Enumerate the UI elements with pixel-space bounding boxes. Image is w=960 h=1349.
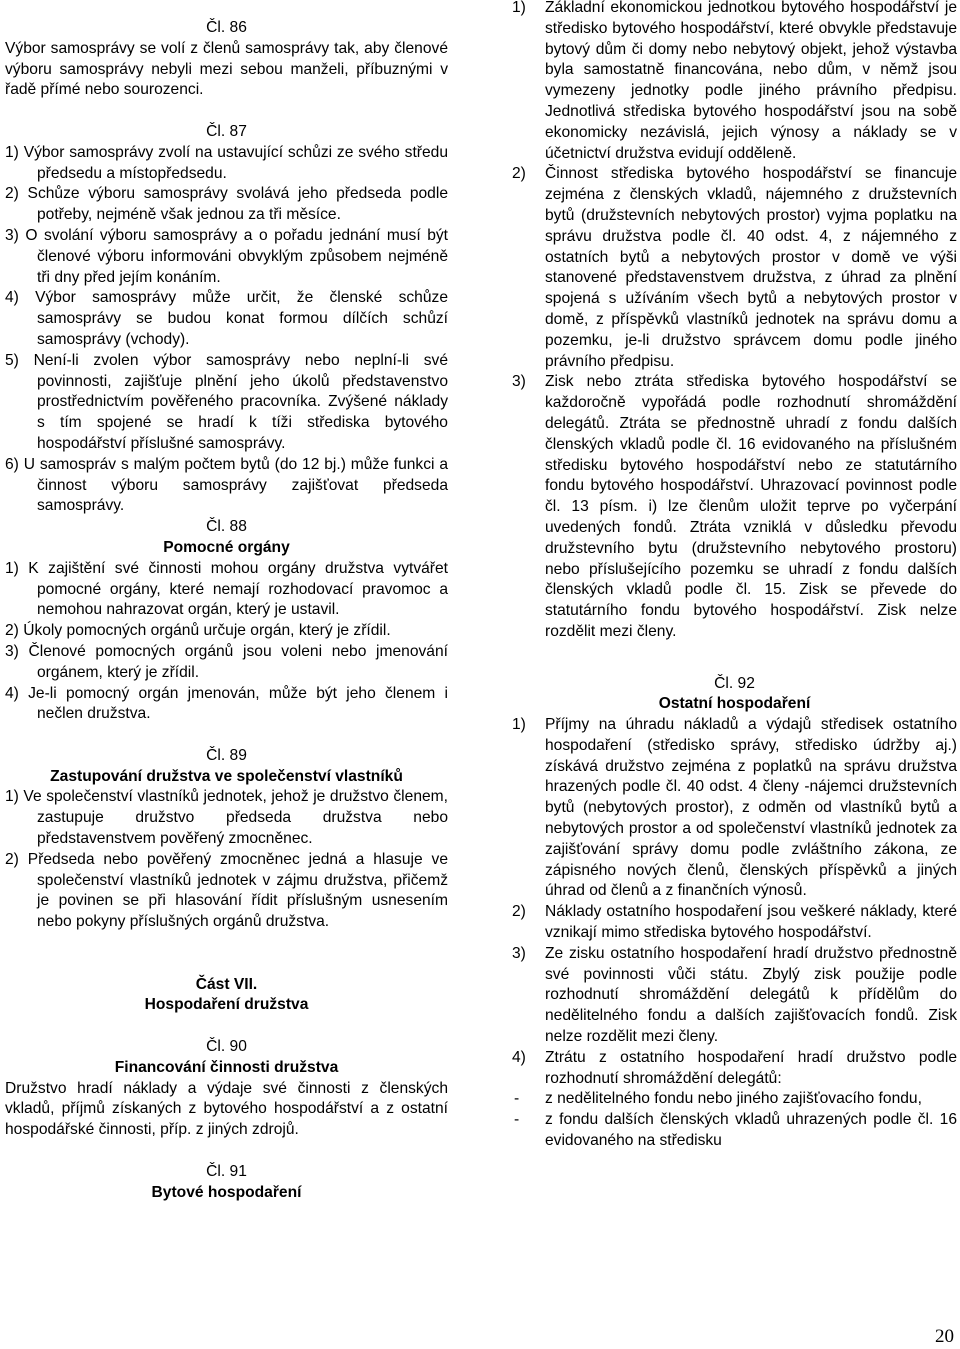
article-88-item-2: 2) Úkoly pomocných orgánů určuje orgán, který je zřídil. xyxy=(5,622,391,640)
article-92-dash-item-1 xyxy=(512,1089,957,1110)
part-7-heading: Část VII. xyxy=(195,975,258,993)
list-number: 4) xyxy=(512,1048,526,1066)
list-text: Ze zisku ostatního hospodaření hradí družstvo přednostně své povinnosti vůči státu. Zbylý zisk použije podle rozhodnutí shromáždění delegátů k přídělům do nedělitelného fondu a dalších zajišťovacích fondů. Zisk nelze rozdělit mezi členy. xyxy=(545,944,957,1046)
article-87-item-6: 6) U samospráv s malým počtem bytů (do 12 bj.) může funkci a činnost výboru samosprávy zajišťovat předseda samosprávy. xyxy=(5,455,448,515)
right-column xyxy=(512,0,957,1152)
list-text: Náklady ostatního hospodaření jsou veškeré náklady, které vznikají mimo střediska bytového hospodářství. xyxy=(545,903,957,942)
list-text: Ztrátu z ostatního hospodaření hradí družstvo podle rozhodnutí shromáždění delegátů: xyxy=(545,1048,957,1087)
article-87-item-3: 3) O svolání výboru samosprávy a o pořadu jednání musí být členové výboru informováni obvyklým způsobem nejméně tři dny před jejím konáním. xyxy=(5,226,448,286)
article-90-text: Družstvo hradí náklady a výdaje své činnosti z členských vkladů, příjmů získaných z bytového hospodářství a z ostatní hospodářské činnosti, příp. z jiných zdrojů. xyxy=(5,1079,448,1139)
article-90-title: Financování činnosti družstva xyxy=(114,1058,339,1076)
article-91-item-1 xyxy=(512,0,957,164)
list-text: z nedělitelného fondu nebo jiného zajišťovacího fondu, xyxy=(545,1090,922,1108)
article-87-item-2: 2) Schůze výboru samosprávy svolává jeho předseda podle potřeby, nejméně však jednou za tři měsíce. xyxy=(5,185,448,224)
article-88-title: Pomocné orgány xyxy=(163,538,290,556)
article-87-heading: Čl. 87 xyxy=(206,122,247,140)
list-text: Činnost střediska bytového hospodářství se financuje zejména z členských vkladů, nájemného z družstevních bytů (družstevních nebytových prostor) vyjma poplatku na správu družstva podle čl. 40 odst. 4, z nájemného z ostatních bytů a nebytových prostor v domě ve výši stanovené představenstvem družstva, z úhrad za plnění spojená s užíváním všech bytů a nebytových prostor v domě, z příspěvků vlastníků jednotek na správu domu a pozemku, je-li družstvo správcem domu podle jiného právního předpisu. xyxy=(545,165,957,370)
article-92-item-2 xyxy=(512,902,957,944)
article-89-heading: Čl. 89 xyxy=(206,746,247,764)
article-88-item-3: 3) Členové pomocných orgánů jsou voleni nebo jmenování orgánem, který je zřídil. xyxy=(5,642,448,681)
article-88-item-1: 1) K zajištění své činnosti mohou orgány družstva vytvářet pomocné orgány, které nemají rozhodovací pravomoc a nemohou nahrazovat orgán, který je ustavil. xyxy=(5,559,448,619)
article-92-item-1 xyxy=(512,715,957,902)
list-dash: - xyxy=(514,1090,520,1108)
list-text: Příjmy na úhradu nákladů a výdajů středisek ostatního hospodaření (středisko správy, středisko údržby aj.) získává družstvo zejména z poplatků na správu družstva hrazených podle čl. 40 odst. 4 členy -nájemci družstevních bytů (nebytových prostor), z odměn od vlastníků bytů a nebytových prostor a od společenství vlastníků jednotek za zajišťování správy domu podle zvláštního zákona, ze zápisného nových členů, členských příspěvků a jiných úhrad od členů a z finančních výnosů. xyxy=(545,716,957,900)
article-87-item-4: 4) Výbor samosprávy může určit, že členské schůze samosprávy se budou konat formou dílčích schůzí samosprávy (vchody). xyxy=(5,289,448,348)
list-number: 2) xyxy=(512,903,526,921)
list-number: 1) xyxy=(512,0,526,16)
article-89-item-1: 1) Ve společenství vlastníků jednotek, jehož je družstvo členem, zastupuje družstvo předseda družstva nebo představenstvem pověřený zmocněnec. xyxy=(5,788,448,848)
list-number: 1) xyxy=(512,716,526,734)
article-90-heading: Čl. 90 xyxy=(206,1038,247,1056)
article-87-item-1: 1) Výbor samosprávy zvolí na ustavující schůzi ze svého středu předsedu a místopředsedu. xyxy=(5,143,448,182)
list-dash: - xyxy=(514,1111,520,1129)
article-91-title: Bytové hospodaření xyxy=(151,1183,302,1201)
list-text: z fondu dalších členských vkladů uhrazených podle čl. 16 evidovaného na středisku xyxy=(545,1111,957,1150)
article-88-heading: Čl. 88 xyxy=(206,518,247,536)
article-91-heading: Čl. 91 xyxy=(206,1162,247,1180)
article-89-title: Zastupování družstva ve společenství vlastníků xyxy=(50,767,403,785)
article-86-text: Výbor samosprávy se volí z členů samosprávy tak, aby členové výboru samosprávy nebyli mezi sebou manželi, příbuznými v řadě přímé nebo sourozenci. xyxy=(5,39,448,99)
article-88-item-4: 4) Je-li pomocný orgán jmenován, může být jeho členem i nečlen družstva. xyxy=(5,684,448,723)
article-92-dash-item-2 xyxy=(512,1110,957,1152)
article-91-item-2 xyxy=(512,164,957,372)
article-91-item-3 xyxy=(512,372,957,642)
left-column xyxy=(5,18,448,1203)
article-87-item-5: 5) Není-li zvolen výbor samosprávy nebo neplní-li své povinnosti, zajišťuje plnění jeho úkolů představenstvo prostřednictvím pověřeného pracovníka. Zvýšené náklady s tím spojené se hradí k tíži střediska bytového hospodářství příslušné samosprávy. xyxy=(5,351,448,452)
list-text: Zisk nebo ztráta střediska bytového hospodářství se každoročně vypořádá podle rozhodnutí shromáždění delegátů. Ztráta se přednostně uhradí z fondu dalších členských vkladů podle čl. 16 evidovaného na příslušném středisku bytového hospodářství nebo ze statutárního fondu bytového hospodářství. Uhrazovací povinnost podle čl. 13 písm. i) lze členům uložit teprve po vyčerpání uvedených fondů. Ztráta vzniklá v důsledku převodu družstevního bytu (družstevního nebytového prostoru) nebo příslušejícího pozemku se uhradí z fondu dalších členských vkladů podle čl. 15. Zisk se převede do statutárního fondu bytového hospodářství. Zisk nelze rozdělit mezi členy. xyxy=(545,373,957,640)
list-number: 3) xyxy=(512,373,526,391)
article-92-heading: Čl. 92 xyxy=(714,674,755,692)
list-number: 2) xyxy=(512,165,526,183)
list-number: 3) xyxy=(512,944,526,962)
list-text: Základní ekonomickou jednotkou bytového hospodářství je středisko bytového hospodářství, které obvykle představuje bytový dům či domy nebo nebytový objekt, jehož výstavba byla samostatně financována, nebo dům, v němž jsou vymezeny jednotky podle jiného právního předpisu. Jednotlivá střediska bytového hospodářství jsou na sobě ekonomicky nezávislá, jejich výnosy a náklady se v účetnictví družstva evidují odděleně. xyxy=(545,0,957,162)
article-92-item-3 xyxy=(512,944,957,1048)
article-89-item-2: 2) Předseda nebo pověřený zmocněnec jedná a hlasuje ve společenství vlastníků jednotek v zájmu družstva, přičemž je povinen se při hlasování řídit příslušným usnesením nebo pokyny příslušných orgánů družstva. xyxy=(5,850,448,931)
page-number: 20 xyxy=(935,1326,954,1347)
part-7-title: Hospodaření družstva xyxy=(144,996,309,1014)
article-92-item-4 xyxy=(512,1048,957,1090)
article-86-heading: Čl. 86 xyxy=(206,19,247,36)
article-92-title: Ostatní hospodaření xyxy=(658,695,811,713)
